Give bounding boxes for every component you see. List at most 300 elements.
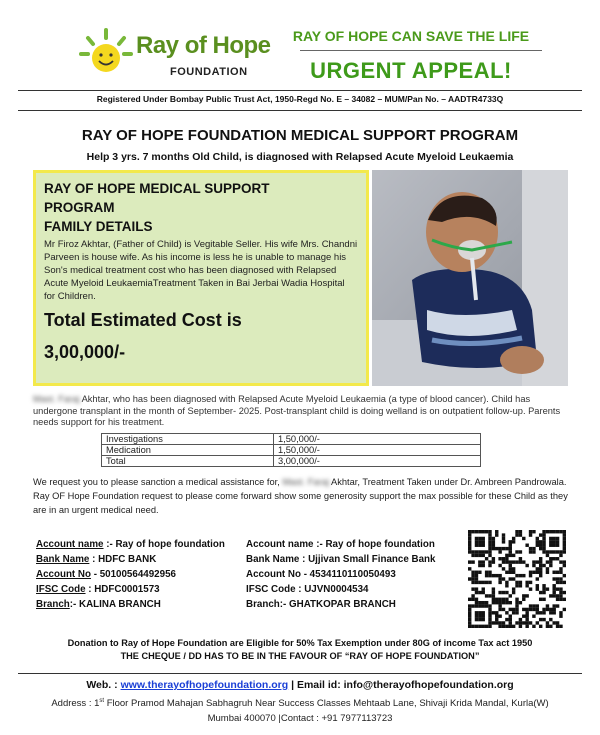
qr-module: [522, 621, 525, 624]
acct2-bank: Bank Name : Ujjivan Small Finance Bank: [246, 554, 436, 565]
qr-module: [532, 604, 535, 607]
sun-logo-icon: [78, 26, 134, 82]
qr-module: [478, 618, 481, 621]
qr-module: [482, 591, 485, 594]
qr-module: [539, 611, 542, 614]
acct1-name-label: Account name: [36, 539, 104, 550]
qr-module: [485, 604, 488, 607]
qr-module: [512, 540, 515, 543]
cheque-favour-note: THE CHEQUE / DD HAS TO BE IN THE FAVOUR OF “RAY OF HOPE FOUNDATION”: [120, 651, 480, 661]
qr-module: [482, 581, 485, 584]
qr-module: [488, 618, 491, 621]
program-heading-line2: PROGRAM: [44, 200, 115, 215]
qr-module: [556, 550, 559, 553]
qr-module: [529, 604, 532, 607]
qr-module: [478, 601, 481, 604]
payment-qr-code[interactable]: [468, 530, 566, 628]
registration-line: Registered Under Bombay Public Trust Act, 1950-Regd No. E – 34082 – MUM/Pan No. – AADTR4733Q: [96, 94, 504, 104]
qr-module: [536, 608, 539, 611]
qr-module: [505, 611, 508, 614]
qr-module: [478, 581, 481, 584]
address-prefix: Address : 1: [51, 698, 100, 710]
foundation-logo: [78, 26, 271, 86]
qr-module: [512, 567, 515, 570]
qr-module: [502, 537, 505, 540]
qr-module: [471, 574, 474, 577]
qr-module: [556, 587, 559, 590]
qr-module: [488, 554, 491, 557]
qr-module: [536, 621, 539, 624]
contact-line: [22, 679, 578, 691]
qr-module: [515, 530, 518, 533]
qr-module: [556, 557, 559, 560]
qr-module: [485, 571, 488, 574]
qr-module: [468, 625, 471, 628]
qr-module: [509, 614, 512, 617]
qr-module: [512, 537, 515, 540]
logo-title: Ray of Hope: [136, 32, 271, 59]
qr-module: [532, 530, 535, 533]
qr-module: [492, 544, 495, 547]
qr-module: [509, 564, 512, 567]
qr-module: [552, 594, 555, 597]
qr-module: [505, 584, 508, 587]
cost-breakdown-table: [101, 433, 481, 467]
request-text-before: We request you to please sanction a medical assistance for,: [33, 477, 283, 487]
qr-module: [498, 598, 501, 601]
qr-module: [475, 577, 478, 580]
qr-module: [471, 554, 474, 557]
patient-intro-paragraph: [33, 394, 573, 429]
website-link[interactable]: www.therayofhopefoundation.org: [120, 679, 289, 691]
qr-module: [495, 618, 498, 621]
cost-item: Medication: [102, 445, 274, 456]
qr-module: [505, 591, 508, 594]
qr-module: [525, 544, 528, 547]
qr-module: [529, 571, 532, 574]
qr-module: [492, 557, 495, 560]
qr-module: [536, 544, 539, 547]
qr-module: [546, 554, 549, 557]
qr-module: [509, 577, 512, 580]
qr-module: [475, 537, 478, 540]
qr-module: [478, 550, 481, 553]
qr-module: [563, 591, 566, 594]
patient-photo: [372, 170, 568, 386]
qr-module: [488, 604, 491, 607]
acct1-acno-value: - 50100564492956: [90, 569, 176, 580]
qr-module: [468, 540, 471, 543]
qr-module: [478, 540, 481, 543]
qr-module: [468, 618, 471, 621]
qr-module: [556, 577, 559, 580]
qr-module: [505, 618, 508, 621]
qr-module: [563, 550, 566, 553]
qr-module: [492, 574, 495, 577]
qr-module: [478, 564, 481, 567]
qr-module: [488, 547, 491, 550]
acct1-bank-value: : HDFC BANK: [89, 554, 157, 565]
qr-module: [532, 614, 535, 617]
qr-module: [552, 591, 555, 594]
acct1-bank-label: Bank Name: [36, 554, 90, 565]
qr-module: [478, 614, 481, 617]
qr-module: [485, 581, 488, 584]
qr-module: [529, 621, 532, 624]
qr-module: [552, 621, 555, 624]
qr-module: [512, 625, 515, 628]
qr-module: [471, 581, 474, 584]
qr-module: [539, 567, 542, 570]
request-text-after: Akhtar, Treatment Taken under Dr. Ambreen Pandrowala. Ray OF Hope Foundation request to please come forward show some generosity support the max possible for these Child as they are in an urgent medical need.: [33, 477, 568, 515]
qr-module: [512, 611, 515, 614]
qr-module: [559, 587, 562, 590]
qr-module: [559, 567, 562, 570]
qr-module: [519, 618, 522, 621]
qr-module: [475, 530, 478, 533]
qr-module: [546, 608, 549, 611]
qr-module: [488, 571, 491, 574]
qr-module: [536, 537, 539, 540]
qr-module: [563, 547, 566, 550]
footer-divider: [18, 673, 582, 674]
qr-module: [475, 591, 478, 594]
qr-module: [485, 557, 488, 560]
qr-module: [468, 567, 471, 570]
qr-module: [482, 625, 485, 628]
qr-module: [525, 584, 528, 587]
qr-module: [532, 560, 535, 563]
cost-amount: 1,50,000/-: [274, 445, 481, 456]
qr-module: [475, 625, 478, 628]
qr-module: [498, 604, 501, 607]
qr-module: [539, 560, 542, 563]
qr-module: [502, 533, 505, 536]
qr-module: [468, 577, 471, 580]
qr-module: [505, 598, 508, 601]
qr-module: [552, 604, 555, 607]
qr-module: [478, 530, 481, 533]
qr-module: [468, 547, 471, 550]
qr-module: [539, 598, 542, 601]
qr-module: [488, 581, 491, 584]
qr-module: [542, 540, 545, 543]
qr-module: [495, 598, 498, 601]
qr-module: [556, 537, 559, 540]
qr-module: [536, 611, 539, 614]
qr-module: [522, 537, 525, 540]
qr-module: [563, 533, 566, 536]
qr-module: [509, 560, 512, 563]
qr-module: [492, 611, 495, 614]
qr-module: [556, 594, 559, 597]
qr-module: [478, 560, 481, 563]
qr-module: [498, 625, 501, 628]
qr-module: [542, 547, 545, 550]
qr-module: [512, 608, 515, 611]
qr-module: [529, 574, 532, 577]
qr-module: [468, 550, 471, 553]
qr-module: [552, 544, 555, 547]
qr-module: [488, 594, 491, 597]
qr-module: [485, 625, 488, 628]
qr-module: [559, 611, 562, 614]
qr-module: [549, 550, 552, 553]
total-cost-value: 3,00,000/-: [44, 342, 126, 362]
qr-module: [475, 587, 478, 590]
qr-module: [532, 550, 535, 553]
qr-module: [482, 554, 485, 557]
qr-module: [488, 550, 491, 553]
qr-module: [482, 618, 485, 621]
qr-module: [471, 571, 474, 574]
qr-module: [498, 574, 501, 577]
qr-module: [485, 530, 488, 533]
qr-module: [519, 533, 522, 536]
qr-module: [532, 571, 535, 574]
qr-module: [539, 618, 542, 621]
qr-module: [542, 533, 545, 536]
qr-module: [563, 560, 566, 563]
qr-module: [549, 618, 552, 621]
qr-module: [471, 604, 474, 607]
qr-module: [529, 547, 532, 550]
qr-module: [495, 601, 498, 604]
qr-module: [515, 608, 518, 611]
qr-module: [482, 604, 485, 607]
qr-module: [549, 611, 552, 614]
qr-module: [488, 530, 491, 533]
qr-module: [525, 611, 528, 614]
qr-module: [556, 625, 559, 628]
qr-module: [475, 618, 478, 621]
qr-module: [519, 584, 522, 587]
qr-module: [556, 581, 559, 584]
qr-module: [525, 608, 528, 611]
qr-module: [478, 604, 481, 607]
acct2-name: Account name :- Ray of hope foundation: [246, 539, 435, 550]
qr-module: [549, 544, 552, 547]
qr-module: [552, 550, 555, 553]
qr-module: [556, 530, 559, 533]
address-line1: [22, 694, 578, 711]
qr-module: [505, 547, 508, 550]
qr-module: [478, 611, 481, 614]
qr-module: [509, 550, 512, 553]
qr-module: [512, 554, 515, 557]
registration-divider: [18, 110, 582, 111]
table-row: [102, 434, 481, 445]
qr-module: [498, 577, 501, 580]
qr-module: [492, 591, 495, 594]
qr-module: [478, 571, 481, 574]
qr-module: [509, 544, 512, 547]
qr-module: [515, 584, 518, 587]
qr-module: [478, 537, 481, 540]
qr-module: [478, 554, 481, 557]
qr-module: [502, 625, 505, 628]
qr-module: [488, 537, 491, 540]
qr-module: [498, 621, 501, 624]
qr-module: [502, 621, 505, 624]
qr-module: [475, 571, 478, 574]
qr-module: [559, 614, 562, 617]
acct1-ifsc-label: IFSC Code: [36, 584, 86, 595]
qr-module: [522, 614, 525, 617]
qr-module: [552, 587, 555, 590]
qr-module: [559, 571, 562, 574]
qr-module: [475, 611, 478, 614]
qr-module: [563, 608, 566, 611]
qr-module: [542, 550, 545, 553]
program-heading-line1: RAY OF HOPE MEDICAL SUPPORT: [44, 181, 270, 196]
qr-module: [475, 574, 478, 577]
qr-module: [478, 544, 481, 547]
qr-module: [488, 544, 491, 547]
qr-module: [549, 537, 552, 540]
qr-module: [509, 608, 512, 611]
patient-intro-text: Akhtar, who has been diagnosed with Relapsed Acute Myeloid Leukaemia (a type of blood cancer). Child has undergone transplant in the month of September- 2025. Post-transplant child is doing welland is on outpatient follow-up. Parents needs support for his treatment.: [33, 394, 561, 427]
qr-module: [559, 577, 562, 580]
account-details-ujjivan: [246, 537, 466, 612]
qr-module: [522, 560, 525, 563]
qr-module: [498, 547, 501, 550]
qr-module: [556, 621, 559, 624]
address-line2: Mumbai 400070 |Contact : +91 7977113723: [207, 713, 393, 725]
qr-module: [519, 581, 522, 584]
cost-amount: 1,50,000/-: [274, 434, 481, 445]
qr-module: [556, 540, 559, 543]
qr-module: [482, 601, 485, 604]
qr-module: [519, 625, 522, 628]
qr-module: [532, 564, 535, 567]
donation-notes: [22, 637, 578, 663]
qr-module: [488, 611, 491, 614]
total-cost-label: Total Estimated Cost is: [44, 310, 242, 330]
qr-module: [488, 540, 491, 543]
qr-module: [536, 571, 539, 574]
qr-module: [542, 530, 545, 533]
qr-module: [505, 625, 508, 628]
qr-module: [536, 567, 539, 570]
qr-module: [529, 550, 532, 553]
qr-module: [482, 564, 485, 567]
qr-module: [559, 625, 562, 628]
qr-module: [478, 625, 481, 628]
qr-module: [552, 557, 555, 560]
qr-module: [532, 608, 535, 611]
qr-module: [495, 611, 498, 614]
qr-module: [482, 537, 485, 540]
qr-module: [502, 567, 505, 570]
qr-module: [509, 547, 512, 550]
acct2-acno: Account No - 4534110110050493: [246, 569, 396, 580]
page-subtitle: Help 3 yrs. 7 months Old Child, is diagnosed with Relapsed Acute Myeloid Leukaemia: [86, 151, 514, 163]
qr-module: [529, 587, 532, 590]
qr-module: [482, 550, 485, 553]
address-rest: Floor Pramod Mahajan Sabhagruh Near Success Classes Mehtaab Lane, Shivaji Krida Mandal, Kurla(W): [104, 698, 549, 710]
qr-module: [488, 560, 491, 563]
qr-module: [539, 625, 542, 628]
tagline: RAY OF HOPE CAN SAVE THE LIFE: [292, 28, 530, 44]
qr-module: [482, 540, 485, 543]
qr-module: [468, 614, 471, 617]
qr-module: [471, 577, 474, 580]
qr-module: [539, 547, 542, 550]
qr-module: [495, 621, 498, 624]
page-title: RAY OF HOPE FOUNDATION MEDICAL SUPPORT PROGRAM: [81, 127, 519, 144]
qr-module: [509, 601, 512, 604]
qr-module: [475, 554, 478, 557]
qr-module: [509, 594, 512, 597]
qr-module: [502, 557, 505, 560]
qr-module: [529, 533, 532, 536]
qr-module: [498, 581, 501, 584]
qr-module: [502, 560, 505, 563]
qr-module: [542, 618, 545, 621]
qr-module: [502, 601, 505, 604]
qr-module: [475, 598, 478, 601]
qr-module: [495, 533, 498, 536]
qr-module: [563, 581, 566, 584]
qr-module: [559, 591, 562, 594]
acct1-branch-label: Branch: [36, 599, 70, 610]
qr-module: [542, 537, 545, 540]
qr-module: [542, 544, 545, 547]
qr-module: [492, 594, 495, 597]
header-divider: [18, 90, 582, 91]
qr-module: [563, 574, 566, 577]
qr-module: [488, 625, 491, 628]
qr-module: [552, 530, 555, 533]
qr-module: [515, 550, 518, 553]
qr-module: [498, 564, 501, 567]
acct1-name-value: :- Ray of hope foundation: [103, 539, 225, 550]
qr-module: [495, 574, 498, 577]
email-text: | Email id: info@therayofhopefoundation.org: [288, 679, 514, 691]
qr-module: [492, 547, 495, 550]
family-details-box: [33, 170, 369, 386]
qr-module: [515, 560, 518, 563]
qr-module: [552, 571, 555, 574]
tagline-divider: [300, 50, 542, 51]
qr-module: [468, 560, 471, 563]
patient-name-redacted-2: Mast. Faraj: [282, 477, 329, 487]
acct1-acno-label: Account No: [36, 569, 91, 580]
qr-module: [498, 591, 501, 594]
qr-module: [542, 611, 545, 614]
qr-module: [492, 601, 495, 604]
qr-module: [563, 530, 566, 533]
qr-module: [529, 530, 532, 533]
qr-module: [536, 587, 539, 590]
qr-module: [539, 591, 542, 594]
qr-module: [559, 594, 562, 597]
qr-module: [552, 584, 555, 587]
qr-module: [505, 557, 508, 560]
qr-module: [492, 560, 495, 563]
qr-module: [549, 557, 552, 560]
qr-module: [559, 560, 562, 563]
qr-module: [482, 587, 485, 590]
qr-module: [515, 604, 518, 607]
qr-module: [471, 560, 474, 563]
qr-module: [468, 621, 471, 624]
address-block: [22, 694, 578, 726]
family-details-heading: FAMILY DETAILS: [44, 219, 153, 234]
qr-module: [509, 618, 512, 621]
qr-module: [495, 614, 498, 617]
